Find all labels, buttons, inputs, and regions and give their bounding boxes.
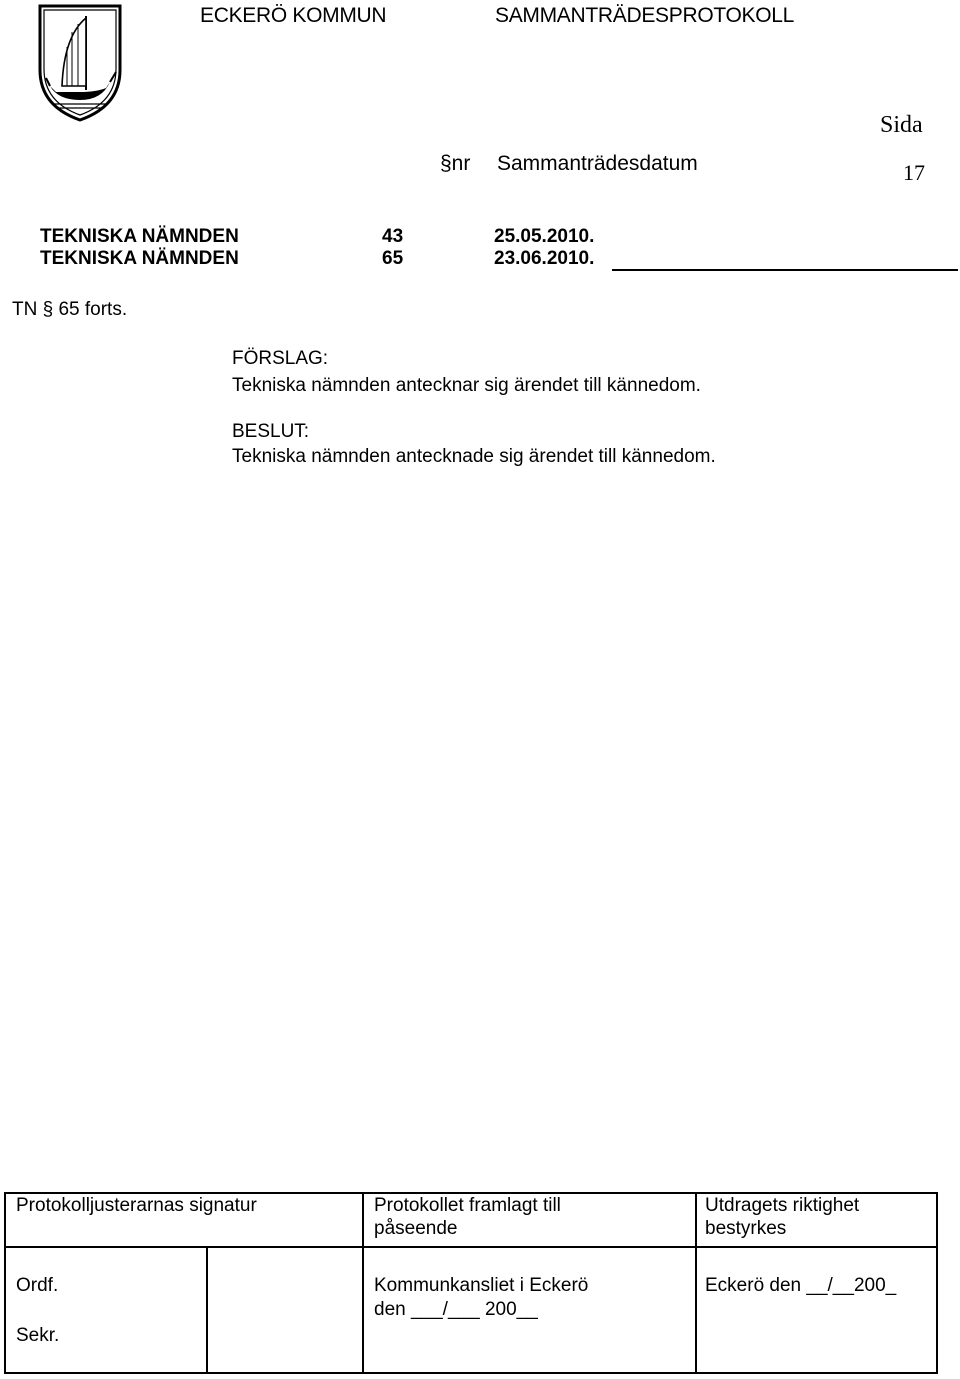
page-label: Sida: [880, 112, 923, 138]
column-header-date: Sammanträdesdatum: [497, 152, 698, 175]
signature-divider: [206, 1246, 208, 1372]
table-column-divider: [362, 1194, 364, 1372]
proposal-label: FÖRSLAG:: [232, 348, 329, 369]
decision-text: Tekniska nämnden antecknade sig ärendet till kännedom.: [232, 446, 716, 467]
meeting-paragraph: 43: [382, 226, 404, 247]
display-place: Kommunkansliet i Eckerö: [374, 1275, 589, 1296]
municipality-name: ECKERÖ KOMMUN: [200, 4, 387, 27]
meeting-date: 23.06.2010.: [494, 248, 595, 269]
display-date: den ___/___ 200__: [374, 1299, 538, 1320]
extract-date: Eckerö den __/__200_: [705, 1275, 897, 1296]
signature-table: [4, 1192, 938, 1374]
municipality-crest-logo: [36, 2, 124, 122]
document-type: SAMMANTRÄDESPROTOKOLL: [495, 4, 795, 27]
column-header-paragraph: §nr: [440, 152, 471, 175]
display-header-line2: påseende: [374, 1218, 458, 1239]
page-number: 17: [903, 160, 925, 185]
decision-label: BESLUT:: [232, 421, 310, 442]
section-reference: TN § 65 forts.: [12, 299, 128, 320]
secretary-label: Sekr.: [16, 1325, 60, 1346]
chair-label: Ordf.: [16, 1275, 59, 1296]
meeting-body: TEKNISKA NÄMNDEN: [40, 248, 239, 269]
table-column-divider: [695, 1194, 697, 1372]
extract-header-line1: Utdragets riktighet: [705, 1195, 860, 1216]
meeting-body: TEKNISKA NÄMNDEN: [40, 226, 239, 247]
display-header-line1: Protokollet framlagt till: [374, 1195, 561, 1216]
meeting-paragraph: 65: [382, 248, 404, 269]
meeting-date: 25.05.2010.: [494, 226, 595, 247]
signature-header: Protokolljusterarnas signatur: [16, 1195, 257, 1216]
table-row-divider: [6, 1246, 936, 1248]
proposal-text: Tekniska nämnden antecknar sig ärendet till kännedom.: [232, 375, 701, 396]
extract-header-line2: bestyrkes: [705, 1218, 787, 1239]
header-divider: [612, 269, 958, 271]
